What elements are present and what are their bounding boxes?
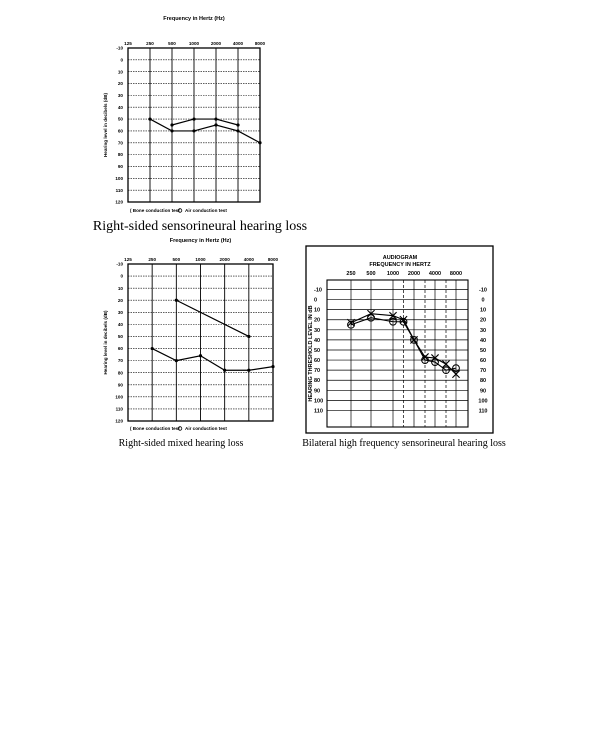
y-axis-label: Hearing level in decibels (dB) [103, 310, 108, 375]
y-tick-label: 100 [115, 175, 123, 181]
x-tick-label: 250 [346, 271, 356, 277]
y-tick-label: 30 [117, 92, 123, 98]
y-axis-label: HEARING THRESHOLD LEVEL IN dB [308, 305, 314, 402]
chart-caption: Bilateral high frequency sensorineural hearing loss [302, 438, 506, 449]
y-tick-label-right: 100 [478, 398, 488, 405]
data-point [148, 117, 151, 120]
outer-frame [306, 246, 493, 433]
x-tick-label: 500 [366, 271, 376, 277]
data-point [247, 335, 250, 338]
legend-bone: ( Bone conduction test [130, 208, 180, 213]
audiogram-mixed [103, 238, 279, 449]
x-tick-label: 250 [146, 41, 154, 46]
y-tick-label-left: 30 [314, 327, 321, 334]
series-line [172, 119, 238, 125]
data-point [271, 365, 274, 368]
y-tick-label-right: 90 [479, 388, 487, 395]
y-tick-label: 80 [117, 152, 123, 158]
y-tick-label: 30 [117, 309, 123, 315]
x-tick-label: 1000 [195, 257, 206, 262]
y-tick-label: 90 [117, 382, 123, 388]
y-tick-label-left: 60 [314, 358, 321, 365]
y-tick-label-right: 50 [479, 347, 487, 354]
x-tick-label: 250 [148, 257, 157, 262]
series-line [152, 349, 273, 371]
data-point [236, 129, 239, 132]
x-tick-label: 1000 [188, 41, 200, 46]
y-tick-label-left: 10 [314, 307, 321, 314]
x-tick-label: 4000 [428, 271, 442, 277]
y-tick-label: 60 [117, 346, 123, 352]
y-tick-label: 60 [117, 128, 123, 134]
y-tick-label: 0 [120, 273, 123, 279]
data-point [175, 359, 178, 362]
chart-caption: Right-sided sensorineural hearing loss [92, 219, 308, 234]
x-tick-label: 2000 [210, 41, 222, 46]
y-tick-label-right: 30 [479, 327, 487, 334]
data-point [214, 117, 217, 120]
y-tick-label: 40 [117, 104, 123, 110]
y-tick-label: 110 [115, 406, 123, 412]
x-tick-label: 4000 [243, 257, 254, 262]
x-tick-label: 2000 [407, 271, 421, 277]
y-tick-label: 120 [115, 418, 123, 424]
plot-frame [327, 280, 468, 427]
y-tick-label-left: 40 [314, 337, 321, 344]
y-tick-label-right: 60 [479, 358, 487, 365]
y-tick-label-right: -10 [479, 287, 487, 294]
data-point [236, 123, 239, 126]
x-tick-label: 8000 [449, 271, 463, 277]
data-point [258, 141, 261, 144]
legend-air: Air conduction test [185, 208, 227, 213]
y-tick-label: 50 [117, 116, 123, 122]
y-tick-label: 90 [117, 164, 123, 170]
data-point [175, 299, 178, 302]
data-point [192, 117, 195, 120]
legend-air: Air conduction test [185, 426, 227, 431]
y-tick-label: 110 [115, 187, 123, 193]
y-tick-label-left: 70 [314, 368, 321, 375]
y-axis-label: Hearing level in decibels (dB) [103, 92, 108, 158]
y-tick-label-right: 0 [481, 297, 485, 304]
y-tick-label: 70 [117, 358, 123, 364]
chart-title: Frequency in Hertz (Hz) [163, 16, 225, 22]
audiogram-bilateral [302, 246, 506, 449]
y-tick-label-left: 50 [314, 347, 321, 354]
chart-title: Frequency in Hertz (Hz) [169, 238, 232, 244]
data-point [192, 129, 195, 132]
x-tick-label: 125 [124, 41, 132, 46]
y-tick-label-left: 80 [314, 378, 321, 385]
y-tick-label-right: 40 [479, 337, 487, 344]
y-tick-label-right: 110 [478, 408, 488, 415]
y-tick-label: 80 [117, 370, 123, 376]
y-tick-label-left: 100 [314, 398, 324, 405]
data-point [151, 347, 154, 350]
y-tick-label: 120 [115, 199, 123, 205]
y-tick-label: -10 [116, 45, 123, 51]
x-tick-label: 125 [124, 257, 132, 262]
y-tick-label: 0 [120, 57, 123, 63]
y-tick-label-right: 70 [479, 368, 487, 375]
data-point [247, 369, 250, 372]
x-tick-label: 500 [168, 41, 176, 46]
chart-subtitle: FREQUENCY IN HERTZ [369, 262, 431, 268]
y-tick-label-left: 20 [314, 317, 321, 324]
x-tick-label: 4000 [232, 41, 244, 46]
x-tick-label: 500 [172, 257, 181, 262]
y-tick-label-left: 0 [314, 297, 318, 304]
y-tick-label-left: -10 [314, 287, 322, 294]
y-tick-label: 50 [117, 334, 123, 340]
audiogram-sensorineural [93, 16, 307, 234]
y-tick-label-right: 10 [479, 307, 487, 314]
y-tick-label: 20 [117, 297, 123, 303]
y-tick-label: 70 [117, 140, 123, 146]
x-tick-label: 8000 [267, 257, 279, 262]
x-tick-label: 8000 [254, 41, 266, 46]
data-point [223, 369, 226, 372]
chart-caption: Right-sided mixed hearing loss [118, 438, 244, 449]
series-line [176, 300, 249, 336]
y-tick-label: 20 [117, 81, 123, 87]
y-tick-label: -10 [116, 261, 123, 267]
data-point [170, 129, 173, 132]
legend-bone: ( Bone conduction test [130, 426, 180, 431]
y-tick-label-right: 20 [479, 317, 487, 324]
data-point [214, 123, 217, 126]
chart-title: AUDIOGRAM [382, 255, 418, 261]
data-point [199, 354, 202, 357]
y-tick-label-left: 110 [314, 408, 323, 415]
y-tick-label: 10 [117, 285, 123, 291]
y-tick-label-left: 90 [314, 388, 321, 395]
y-tick-label: 10 [117, 69, 123, 75]
x-tick-label: 2000 [219, 257, 230, 262]
y-tick-label: 100 [115, 394, 123, 400]
x-tick-label: 1000 [386, 271, 400, 277]
y-tick-label-right: 80 [479, 378, 487, 385]
y-tick-label: 40 [117, 321, 123, 327]
data-point [170, 123, 173, 126]
